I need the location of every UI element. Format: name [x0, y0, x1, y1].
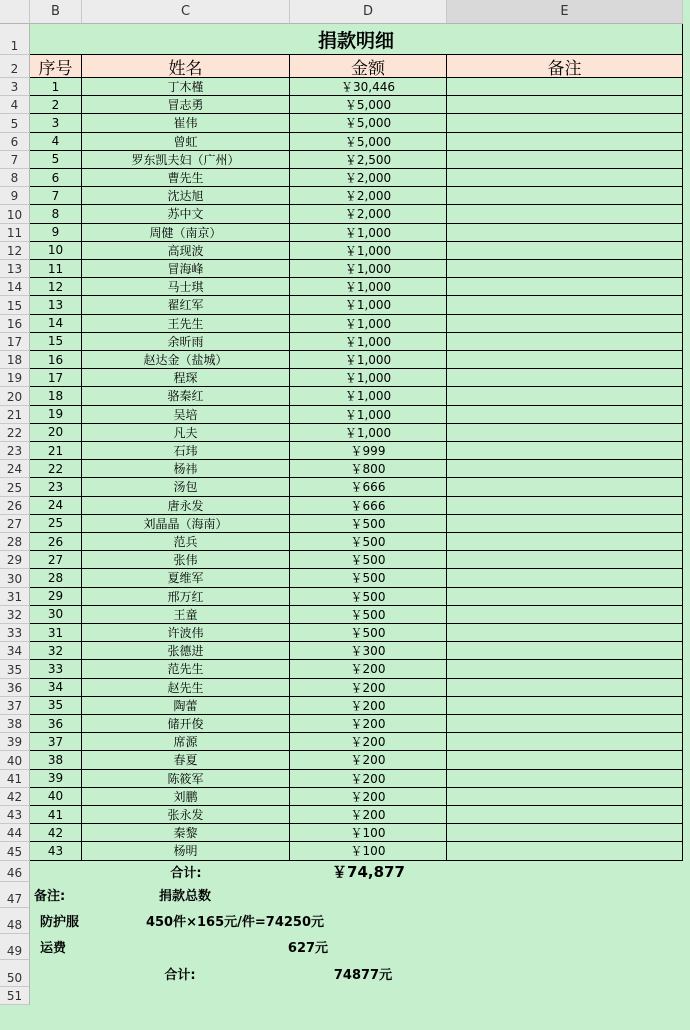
cell-note[interactable] [447, 733, 683, 751]
cell-name[interactable]: 赵先生 [82, 679, 290, 697]
cell-seq[interactable]: 12 [30, 278, 82, 296]
cell-name[interactable]: 陈筱军 [82, 770, 290, 788]
row-header-39[interactable]: 39 [0, 733, 30, 751]
cell-note[interactable] [447, 406, 683, 424]
row-header-42[interactable]: 42 [0, 788, 30, 806]
cell-amount[interactable]: ￥500 [290, 515, 447, 533]
cell-seq[interactable]: 30 [30, 606, 82, 624]
cell-seq[interactable]: 11 [30, 260, 82, 278]
notes-sum-value[interactable]: 74877元 [333, 967, 393, 983]
row-header-15[interactable]: 15 [0, 296, 30, 314]
cell-note[interactable] [447, 660, 683, 678]
row-header-8[interactable]: 8 [0, 169, 30, 187]
row-header-46[interactable]: 46 [0, 861, 30, 882]
cell-name[interactable]: 罗东凯夫妇（广州） [82, 151, 290, 169]
cell-seq[interactable]: 16 [30, 351, 82, 369]
cell-amount[interactable]: ￥200 [290, 715, 447, 733]
row-header-47[interactable]: 47 [0, 882, 30, 908]
cell-note[interactable] [447, 588, 683, 606]
row-header-6[interactable]: 6 [0, 133, 30, 151]
cell-note[interactable] [447, 460, 683, 478]
cell-note[interactable] [447, 569, 683, 587]
row-header-24[interactable]: 24 [0, 460, 30, 478]
cell-name[interactable]: 席源 [82, 733, 290, 751]
cell-seq[interactable]: 32 [30, 642, 82, 660]
cell-note[interactable] [447, 806, 683, 824]
cell-amount[interactable]: ￥100 [290, 824, 447, 842]
row-header-2[interactable]: 2 [0, 55, 30, 78]
cell-amount[interactable]: ￥5,000 [290, 96, 447, 114]
cell-seq[interactable]: 14 [30, 315, 82, 333]
cell-name[interactable]: 吴培 [82, 406, 290, 424]
row-header-48[interactable]: 48 [0, 908, 30, 934]
cell-seq[interactable]: 4 [30, 133, 82, 151]
cell-amount[interactable]: ￥1,000 [290, 387, 447, 405]
cell-name[interactable]: 范兵 [82, 533, 290, 551]
cell-name[interactable]: 汤包 [82, 478, 290, 496]
cell-amount[interactable]: ￥2,500 [290, 151, 447, 169]
notes-sum-label[interactable]: 合计: [164, 967, 196, 983]
cell-note[interactable] [447, 497, 683, 515]
cell-name[interactable]: 崔伟 [82, 114, 290, 132]
cell-name[interactable]: 储开俊 [82, 715, 290, 733]
cell-name[interactable]: 许波伟 [82, 624, 290, 642]
row-header-43[interactable]: 43 [0, 806, 30, 824]
cell-seq[interactable]: 28 [30, 569, 82, 587]
cell-amount[interactable]: ￥1,000 [290, 242, 447, 260]
cell-note[interactable] [447, 642, 683, 660]
column-header-d[interactable]: D [290, 0, 447, 24]
cell-seq[interactable]: 20 [30, 424, 82, 442]
cell-note[interactable] [447, 133, 683, 151]
cell-seq[interactable]: 23 [30, 478, 82, 496]
cell-name[interactable]: 余昕雨 [82, 333, 290, 351]
cell-name[interactable]: 张永发 [82, 806, 290, 824]
cell-amount[interactable]: ￥500 [290, 569, 447, 587]
cell-name[interactable]: 石玮 [82, 442, 290, 460]
cell-seq[interactable]: 42 [30, 824, 82, 842]
cell-amount[interactable]: ￥200 [290, 733, 447, 751]
header-amount[interactable]: 金额 [290, 55, 447, 78]
row-header-30[interactable]: 30 [0, 569, 30, 587]
row-header-49[interactable]: 49 [0, 934, 30, 960]
cell-note[interactable] [447, 515, 683, 533]
cell-amount[interactable]: ￥100 [290, 842, 447, 860]
cell-note[interactable] [447, 788, 683, 806]
cell-seq[interactable]: 24 [30, 497, 82, 515]
row-header-13[interactable]: 13 [0, 260, 30, 278]
cell-name[interactable]: 张德进 [82, 642, 290, 660]
row-header-18[interactable]: 18 [0, 351, 30, 369]
row-header-22[interactable]: 22 [0, 424, 30, 442]
row-header-16[interactable]: 16 [0, 315, 30, 333]
cell-name[interactable]: 翟红军 [82, 296, 290, 314]
cell-name[interactable]: 范先生 [82, 660, 290, 678]
cell-note[interactable] [447, 606, 683, 624]
cell-seq[interactable]: 26 [30, 533, 82, 551]
cell-note[interactable] [447, 751, 683, 769]
cell-name[interactable]: 曹先生 [82, 169, 290, 187]
protective-suit-label[interactable]: 防护服 [40, 915, 80, 931]
cell-amount[interactable]: ￥1,000 [290, 369, 447, 387]
total-amount[interactable]: ￥74,877 [332, 862, 405, 881]
cell-seq[interactable]: 1 [30, 78, 82, 96]
cell-seq[interactable]: 43 [30, 842, 82, 860]
row-header-40[interactable]: 40 [0, 751, 30, 769]
row-header-26[interactable]: 26 [0, 497, 30, 515]
row-header-41[interactable]: 41 [0, 770, 30, 788]
row-header-38[interactable]: 38 [0, 715, 30, 733]
total-label[interactable]: 合计: [170, 865, 202, 881]
cell-amount[interactable]: ￥1,000 [290, 351, 447, 369]
cell-note[interactable] [447, 387, 683, 405]
cell-name[interactable]: 程琛 [82, 369, 290, 387]
sheet-title[interactable]: 捐款明细 [30, 24, 683, 55]
row-header-35[interactable]: 35 [0, 660, 30, 678]
cell-amount[interactable]: ￥666 [290, 497, 447, 515]
cell-amount[interactable]: ￥200 [290, 697, 447, 715]
cell-seq[interactable]: 35 [30, 697, 82, 715]
cell-amount[interactable]: ￥500 [290, 533, 447, 551]
cell-amount[interactable]: ￥999 [290, 442, 447, 460]
cell-amount[interactable]: ￥200 [290, 679, 447, 697]
cell-name[interactable]: 刘晶晶（海南） [82, 515, 290, 533]
cell-note[interactable] [447, 78, 683, 96]
cell-note[interactable] [447, 169, 683, 187]
row-header-19[interactable]: 19 [0, 369, 30, 387]
cell-name[interactable]: 高现波 [82, 242, 290, 260]
row-header-5[interactable]: 5 [0, 114, 30, 132]
cell-amount[interactable]: ￥1,000 [290, 224, 447, 242]
cell-name[interactable]: 张伟 [82, 551, 290, 569]
cell-name[interactable]: 夏维军 [82, 569, 290, 587]
cell-seq[interactable]: 17 [30, 369, 82, 387]
cell-note[interactable] [447, 533, 683, 551]
row-header-14[interactable]: 14 [0, 278, 30, 296]
row-header-17[interactable]: 17 [0, 333, 30, 351]
row-header-3[interactable]: 3 [0, 78, 30, 96]
cell-note[interactable] [447, 296, 683, 314]
cell-name[interactable]: 杨明 [82, 842, 290, 860]
column-header-b[interactable]: B [30, 0, 82, 24]
cell-note[interactable] [447, 424, 683, 442]
cell-amount[interactable]: ￥1,000 [290, 260, 447, 278]
cell-name[interactable]: 沈达旭 [82, 187, 290, 205]
cell-amount[interactable]: ￥1,000 [290, 406, 447, 424]
cell-amount[interactable]: ￥200 [290, 660, 447, 678]
header-note[interactable]: 备注 [447, 55, 683, 78]
cell-note[interactable] [447, 242, 683, 260]
cell-amount[interactable]: ￥200 [290, 770, 447, 788]
row-header-9[interactable]: 9 [0, 187, 30, 205]
cell-seq[interactable]: 29 [30, 588, 82, 606]
column-header-c[interactable]: C [82, 0, 290, 24]
cell-name[interactable]: 赵达金（盐城） [82, 351, 290, 369]
cell-seq[interactable]: 15 [30, 333, 82, 351]
cell-seq[interactable]: 8 [30, 205, 82, 223]
cell-note[interactable] [447, 333, 683, 351]
cell-seq[interactable]: 13 [30, 296, 82, 314]
cell-seq[interactable]: 5 [30, 151, 82, 169]
cell-name[interactable]: 邢万红 [82, 588, 290, 606]
cell-note[interactable] [447, 351, 683, 369]
cell-amount[interactable]: ￥800 [290, 460, 447, 478]
cell-amount[interactable]: ￥500 [290, 588, 447, 606]
cell-name[interactable]: 马士琪 [82, 278, 290, 296]
cell-note[interactable] [447, 369, 683, 387]
row-header-29[interactable]: 29 [0, 551, 30, 569]
cell-amount[interactable]: ￥2,000 [290, 187, 447, 205]
cell-note[interactable] [447, 96, 683, 114]
shipping-value[interactable]: 627元 [287, 941, 329, 957]
row-header-33[interactable]: 33 [0, 624, 30, 642]
cell-note[interactable] [447, 278, 683, 296]
select-all-corner[interactable] [0, 0, 30, 24]
cell-seq[interactable]: 41 [30, 806, 82, 824]
row-header-20[interactable]: 20 [0, 387, 30, 405]
cell-name[interactable]: 骆秦红 [82, 387, 290, 405]
cell-note[interactable] [447, 260, 683, 278]
cell-amount[interactable]: ￥200 [290, 806, 447, 824]
row-header-21[interactable]: 21 [0, 406, 30, 424]
cell-amount[interactable]: ￥5,000 [290, 133, 447, 151]
notes-label[interactable]: 备注: [34, 889, 66, 905]
row-header-11[interactable]: 11 [0, 224, 30, 242]
notes-subtitle[interactable]: 捐款总数 [158, 889, 211, 905]
cell-seq[interactable]: 7 [30, 187, 82, 205]
protective-suit-calc[interactable]: 450件×165元/件=74250元 [145, 915, 325, 931]
cell-name[interactable]: 丁木槿 [82, 78, 290, 96]
cell-amount[interactable]: ￥300 [290, 642, 447, 660]
cell-seq[interactable]: 21 [30, 442, 82, 460]
cell-amount[interactable]: ￥30,446 [290, 78, 447, 96]
cell-note[interactable] [447, 114, 683, 132]
row-header-12[interactable]: 12 [0, 242, 30, 260]
row-header-45[interactable]: 45 [0, 842, 30, 860]
cell-name[interactable]: 春夏 [82, 751, 290, 769]
column-header-e[interactable]: E [447, 0, 683, 24]
cell-note[interactable] [447, 842, 683, 860]
row-header-4[interactable]: 4 [0, 96, 30, 114]
cell-seq[interactable]: 36 [30, 715, 82, 733]
cell-seq[interactable]: 38 [30, 751, 82, 769]
cell-amount[interactable]: ￥2,000 [290, 169, 447, 187]
cell-seq[interactable]: 19 [30, 406, 82, 424]
row-header-34[interactable]: 34 [0, 642, 30, 660]
cell-note[interactable] [447, 315, 683, 333]
cell-amount[interactable]: ￥1,000 [290, 333, 447, 351]
cell-note[interactable] [447, 679, 683, 697]
cell-note[interactable] [447, 187, 683, 205]
shipping-label[interactable]: 运费 [40, 941, 67, 957]
header-seq[interactable]: 序号 [30, 55, 82, 78]
header-name[interactable]: 姓名 [82, 55, 290, 78]
cell-amount[interactable]: ￥1,000 [290, 424, 447, 442]
cell-seq[interactable]: 9 [30, 224, 82, 242]
cell-seq[interactable]: 34 [30, 679, 82, 697]
cell-note[interactable] [447, 478, 683, 496]
row-header-44[interactable]: 44 [0, 824, 30, 842]
cell-seq[interactable]: 3 [30, 114, 82, 132]
cell-name[interactable]: 曾虹 [82, 133, 290, 151]
cell-name[interactable]: 杨祎 [82, 460, 290, 478]
cell-name[interactable]: 唐永发 [82, 497, 290, 515]
cell-name[interactable]: 刘鹏 [82, 788, 290, 806]
cell-note[interactable] [447, 624, 683, 642]
cell-amount[interactable]: ￥1,000 [290, 296, 447, 314]
cell-name[interactable]: 王先生 [82, 315, 290, 333]
cell-amount[interactable]: ￥500 [290, 551, 447, 569]
cell-name[interactable]: 王童 [82, 606, 290, 624]
cell-note[interactable] [447, 442, 683, 460]
cell-note[interactable] [447, 824, 683, 842]
cell-amount[interactable]: ￥5,000 [290, 114, 447, 132]
cell-note[interactable] [447, 770, 683, 788]
row-header-51[interactable]: 51 [0, 987, 30, 1005]
row-header-1[interactable]: 1 [0, 24, 30, 55]
cell-seq[interactable]: 18 [30, 387, 82, 405]
cell-amount[interactable]: ￥666 [290, 478, 447, 496]
cell-note[interactable] [447, 551, 683, 569]
cell-seq[interactable]: 39 [30, 770, 82, 788]
cell-amount[interactable]: ￥2,000 [290, 205, 447, 223]
cell-note[interactable] [447, 205, 683, 223]
cell-seq[interactable]: 27 [30, 551, 82, 569]
cell-amount[interactable]: ￥200 [290, 788, 447, 806]
row-header-27[interactable]: 27 [0, 515, 30, 533]
cell-name[interactable]: 苏中文 [82, 205, 290, 223]
cell-seq[interactable]: 2 [30, 96, 82, 114]
cell-name[interactable]: 凡夫 [82, 424, 290, 442]
cell-seq[interactable]: 10 [30, 242, 82, 260]
cell-amount[interactable]: ￥1,000 [290, 315, 447, 333]
cell-note[interactable] [447, 151, 683, 169]
cell-name[interactable]: 冒海峰 [82, 260, 290, 278]
cell-seq[interactable]: 33 [30, 660, 82, 678]
row-header-37[interactable]: 37 [0, 697, 30, 715]
cell-name[interactable]: 陶蕾 [82, 697, 290, 715]
row-header-10[interactable]: 10 [0, 205, 30, 223]
cell-name[interactable]: 秦黎 [82, 824, 290, 842]
cell-seq[interactable]: 37 [30, 733, 82, 751]
cell-seq[interactable]: 6 [30, 169, 82, 187]
row-header-25[interactable]: 25 [0, 478, 30, 496]
cell-amount[interactable]: ￥200 [290, 751, 447, 769]
row-header-23[interactable]: 23 [0, 442, 30, 460]
cell-seq[interactable]: 22 [30, 460, 82, 478]
cell-amount[interactable]: ￥500 [290, 624, 447, 642]
cell-amount[interactable]: ￥500 [290, 606, 447, 624]
row-header-7[interactable]: 7 [0, 151, 30, 169]
cell-note[interactable] [447, 697, 683, 715]
row-header-28[interactable]: 28 [0, 533, 30, 551]
row-header-32[interactable]: 32 [0, 606, 30, 624]
cell-seq[interactable]: 31 [30, 624, 82, 642]
cell-name[interactable]: 周健（南京） [82, 224, 290, 242]
cell-amount[interactable]: ￥1,000 [290, 278, 447, 296]
row-header-50[interactable]: 50 [0, 960, 30, 987]
cell-name[interactable]: 冒志勇 [82, 96, 290, 114]
cell-seq[interactable]: 40 [30, 788, 82, 806]
cell-note[interactable] [447, 715, 683, 733]
row-header-31[interactable]: 31 [0, 588, 30, 606]
row-header-36[interactable]: 36 [0, 679, 30, 697]
cell-seq[interactable]: 25 [30, 515, 82, 533]
cell-note[interactable] [447, 224, 683, 242]
